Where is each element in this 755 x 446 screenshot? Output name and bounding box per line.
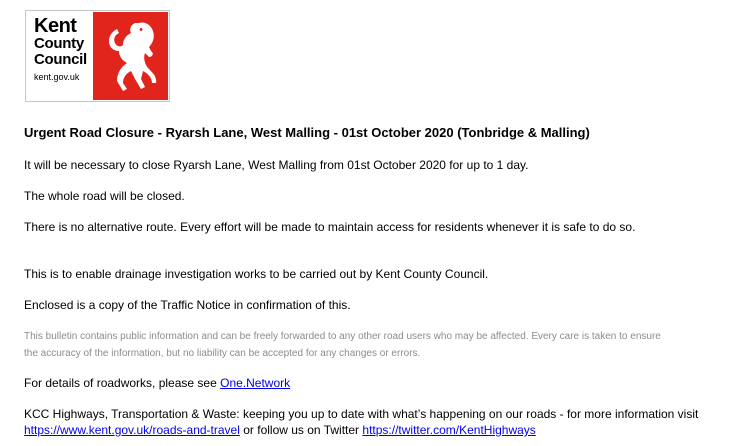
white-horse-icon (93, 12, 168, 100)
roads-and-travel-link[interactable]: https://www.kent.gov.uk/roads-and-travel (24, 423, 240, 437)
alternative-route: There is no alternative route. Every effort will be made to maintain access for residents whenever it is safe to do so. (24, 220, 636, 234)
logo-word-kent: Kent (34, 15, 77, 37)
disclaimer (24, 328, 749, 362)
works-purpose: This is to enable drainage investigation works to be carried out by Kent County Council. (24, 267, 489, 281)
roadworks-prefix: For details of roadworks, please see (24, 376, 221, 390)
disclaimer-line-2: the accuracy of the information, but no liability can be accepted for any changes or errors. (24, 348, 421, 359)
logo-url: kent.gov.uk (34, 72, 80, 82)
footer-middle-text: or follow us on Twitter (239, 423, 363, 437)
footer-line-2 (24, 423, 536, 437)
twitter-link[interactable]: https://twitter.com/KentHighways (362, 423, 536, 437)
disclaimer-line-1: This bulletin contains public information and can be freely forwarded to any other road users who may be affected. Every care is taken to ensure (24, 331, 661, 342)
logo-text (26, 11, 93, 101)
one-network-link[interactable]: One.Network (220, 376, 291, 390)
logo-word-council: Council (34, 51, 87, 68)
footer-line-1: KCC Highways, Transportation & Waste: keeping you up to date with what’s happening on our roads - for more information visit (24, 407, 699, 421)
closure-extent: The whole road will be closed. (24, 189, 185, 203)
kent-county-council-logo (25, 10, 170, 102)
logo-word-county: County (34, 35, 84, 52)
roadworks-line (24, 376, 290, 390)
traffic-notice: Enclosed is a copy of the Traffic Notice in confirmation of this. (24, 298, 351, 312)
closure-details: It will be necessary to close Ryarsh Lane, West Malling from 01st October 2020 for up to 1 day. (24, 158, 529, 172)
bulletin-title: Urgent Road Closure - Ryarsh Lane, West Malling - 01st October 2020 (Tonbridge & Malling) (24, 125, 590, 140)
